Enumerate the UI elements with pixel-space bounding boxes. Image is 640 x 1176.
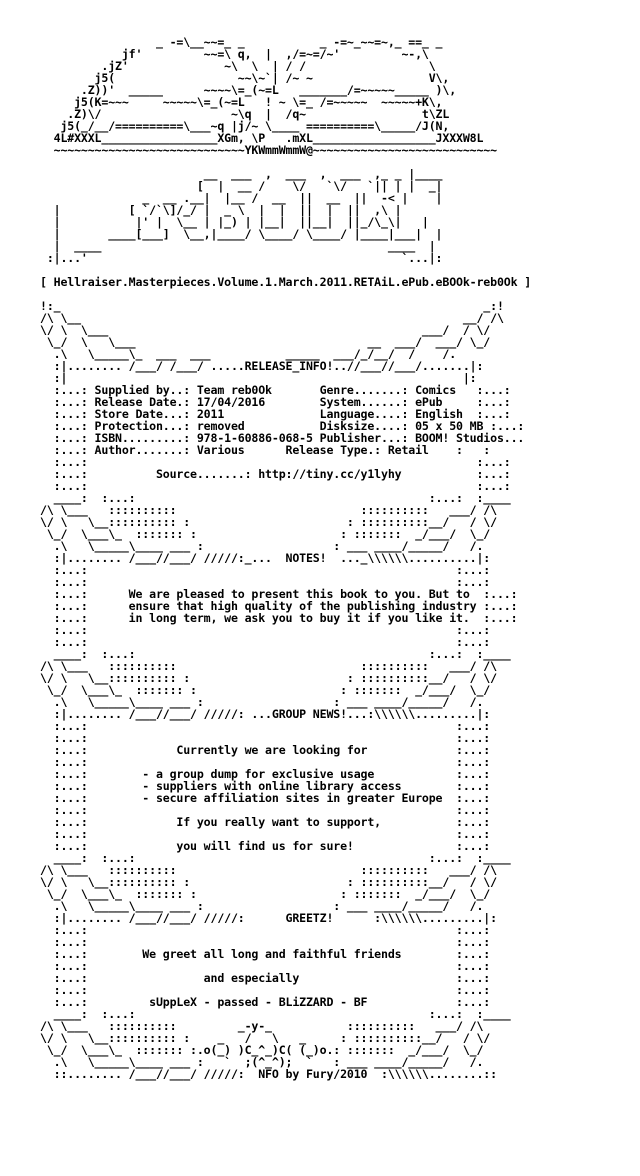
nfo-line: :|........ /___/ /___/ .....RELEASE_INFO!..//___//___/.......|: (40, 359, 484, 373)
nfo-line: jf' ~~=\ q, | ,/=~=/~' ~-,\ (40, 47, 429, 61)
nfo-line: .Z)\/ ~\q | /q~ t\ZL (40, 107, 450, 121)
nfo-line: :...: - suppliers with online library access :...: (40, 779, 491, 793)
nfo-line: 4L#XXXL_________________XGm, \P .mXL__________________JXXXW8L (40, 131, 484, 145)
nfo-line: __ ___ , ___ , ___ ,_ _ |____ (40, 167, 443, 181)
nfo-line: ~~~~~~~~~~~~~~~~~~~~~~~~~~~~YKWmmWmmW@~~~~~~~~~~~~~~~~~~~~~~~~~~~ (40, 143, 497, 157)
nfo-line: .\ \_____\____ ___ : : ___ ____/_____/ /. (40, 695, 484, 709)
nfo-line: ____: :...: :...: :____ (40, 1007, 511, 1021)
nfo-line: .jZ' ~\ \ | / / \ (40, 59, 436, 73)
nfo-line: :...: Source.......: http://tiny.cc/y1lyhy :...: (40, 467, 511, 481)
nfo-line: :| |: (40, 371, 477, 385)
nfo-line: :...: and especially :...: (40, 971, 491, 985)
nfo-line: j5( ~~\~`| /~ ~ V\, (40, 71, 450, 85)
nfo-line: :...: :...: (40, 719, 491, 733)
nfo-line: | ____ ____ | (40, 239, 436, 253)
nfo-line: j5(K=~~~ ~~~~~\=_(~=L ! ~ \=_ /=~~~~~ ~~~~~+K\, (40, 95, 443, 109)
nfo-line: .Z))' _____ ~~~~\=_(~=L _______/=~~~~~_____ )\, (40, 83, 457, 97)
nfo-line: :...: :...: (40, 923, 491, 937)
nfo-line: :...: Store Date...: 2011 Language....: English :...: (40, 407, 511, 421)
nfo-line: \/ \ \__:::::::::: : : ::::::::::__/ / \/ (40, 671, 497, 685)
nfo-line: :...: :...: (40, 635, 491, 649)
nfo-line: [ | __ / \/ `\/ `|| | | _| (40, 179, 443, 193)
nfo-line: :...: ISBN.........: 978-1-60886-068-5 Publisher...: BOOM! Studios... (40, 431, 525, 445)
nfo-line: :...: :...: (40, 455, 511, 469)
nfo-line: \_/ \___\_ ::::::: : : ::::::: _/___/ \_/ (40, 527, 491, 541)
nfo-line: | ____[___] \__,|____/ \____/ \____/ |____|___| | (40, 227, 443, 241)
nfo-line: :...: :...: (40, 575, 491, 589)
nfo-line: j5(_/__/==========\___~q |j/~ \____ ==========\_____/J(N, (40, 119, 450, 133)
nfo-line: .\ \_____\_ ___ ___ _____ ___/_/__/ / /. (40, 347, 457, 361)
nfo-line: \_/ \___\_ ::::::: : : ::::::: _/___/ \_/ (40, 887, 491, 901)
nfo-line: :...: Currently we are looking for :...: (40, 743, 491, 757)
nfo-line: :...: Author.......: Various Release Type.: Retail : : (40, 443, 491, 457)
nfo-line: :|........ /___//___/ /////: ...GROUP NEWS!...:\\\\\\.........|: (40, 707, 491, 721)
nfo-line: :|...' `...|: (40, 251, 443, 265)
nfo-line: :...: :...: (40, 479, 511, 493)
nfo-line: :...: If you really want to support, :...: (40, 815, 491, 829)
nfo-line: ____: :...: :...: :____ (40, 851, 511, 865)
nfo-line: | |' | \__ | |_) | |__| ||__| ||_/\_\| | (40, 215, 429, 229)
nfo-line: :...: :...: (40, 959, 491, 973)
nfo-line: _ __ .__| |__ / __ || __ || -< | | (40, 191, 443, 205)
nfo-line: \_/ \___\_ ::::::: :.o(_) )C_^_)C( (_)o.: ::::::: _/___/ \_/ (40, 1043, 484, 1057)
nfo-line: _ -=\__~~=_ _ _ -=~_~~=~,_ ==_ _ (40, 35, 443, 49)
nfo-line: :...: :...: (40, 755, 491, 769)
nfo-art-text (40, 36, 531, 1080)
nfo-line: :...: We greet all long and faithful friends :...: (40, 947, 491, 961)
nfo-line: !:_ _:! (40, 299, 504, 313)
nfo-line: \/ \ \__:::::::::: : : ::::::::::__/ / \/ (40, 515, 497, 529)
nfo-line: :|........ /___//___/ /////: GREETZ! :\\\\\\.........|: (40, 911, 497, 925)
nfo-line: ::........ /___//___/ /////: NFO by Fury/2010 :\\\\\\........:: (40, 1067, 497, 1081)
nfo-line: \/ \ \__:::::::::: : _ / \ _ : ::::::::::__/ / \/ (40, 1031, 491, 1045)
nfo-line: [ Hellraiser.Masterpieces.Volume.1.March.2011.RETAiL.ePub.eBOOk-reb0Ok ] (40, 275, 532, 289)
nfo-line: :...: ensure that high quality of the publishing industry :...: (40, 599, 518, 613)
nfo-line: :|........ /___//___/ /////:_... NOTES! ..._\\\\\\..........|: (40, 551, 491, 565)
nfo-line: | [ `/`\]/_/ | _ \ | | || | || ,\ | (40, 203, 436, 217)
nfo-line: .\ \_____\____ ___ : : ___ ____/_____/ /. (40, 539, 484, 553)
nfo-line: ____: :...: :...: :____ (40, 647, 511, 661)
nfo-line: \/ \ \___ ___/ / \/ (40, 323, 491, 337)
nfo-line: \_/ \ \___ __ ___/ ___/ \_/ (40, 335, 491, 349)
nfo-line: :...: :...: (40, 563, 491, 577)
nfo-line: :...: :...: (40, 623, 491, 637)
nfo-line: :...: you will find us for sure! :...: (40, 839, 491, 853)
nfo-line: :...: :...: (40, 983, 491, 997)
nfo-line: /\ \___ :::::::::: _-y-_ :::::::::: ___/ /\ (40, 1019, 484, 1033)
nfo-line: /\ \___ :::::::::: :::::::::: ___/ /\ (40, 863, 497, 877)
nfo-line: :...: :...: (40, 731, 491, 745)
nfo-line: .\ \_____\____ ___ : ` ;(^_^); ` : ___ ____/_____/ /. (40, 1055, 484, 1069)
nfo-line: :...: :...: (40, 827, 491, 841)
nfo-line: :...: :...: (40, 803, 491, 817)
nfo-line: :...: Supplied by..: Team reb0Ok Genre.......: Comics :...: (40, 383, 511, 397)
nfo-line: :...: Protection...: removed Disksize....: 05 x 50 MB :...: (40, 419, 525, 433)
nfo-line: :...: sUppLeX - passed - BLiZZARD - BF :...: (40, 995, 491, 1009)
nfo-line: ____: :...: :...: :____ (40, 491, 511, 505)
nfo-line: \/ \ \__:::::::::: : : ::::::::::__/ / \/ (40, 875, 497, 889)
nfo-line: :...: We are pleased to present this book to you. But to :...: (40, 587, 518, 601)
nfo-line: :...: in long term, we ask you to buy it if you like it. :...: (40, 611, 518, 625)
nfo-line: :...: - a group dump for exclusive usage :...: (40, 767, 491, 781)
nfo-line: :...: Release Date.: 17/04/2016 System......: ePub :...: (40, 395, 511, 409)
nfo-line: /\ \__ __/ /\ (40, 311, 504, 325)
nfo-line: /\ \___ :::::::::: :::::::::: ___/ /\ (40, 503, 497, 517)
nfo-line: \_/ \___\_ ::::::: : : ::::::: _/___/ \_/ (40, 683, 491, 697)
nfo-line: :...: - secure affiliation sites in greater Europe :...: (40, 791, 491, 805)
nfo-line: :...: :...: (40, 935, 491, 949)
nfo-line: .\ \_____\____ ___ : : ___ ____/_____/ /. (40, 899, 484, 913)
nfo-line: /\ \___ :::::::::: :::::::::: ___/ /\ (40, 659, 497, 673)
